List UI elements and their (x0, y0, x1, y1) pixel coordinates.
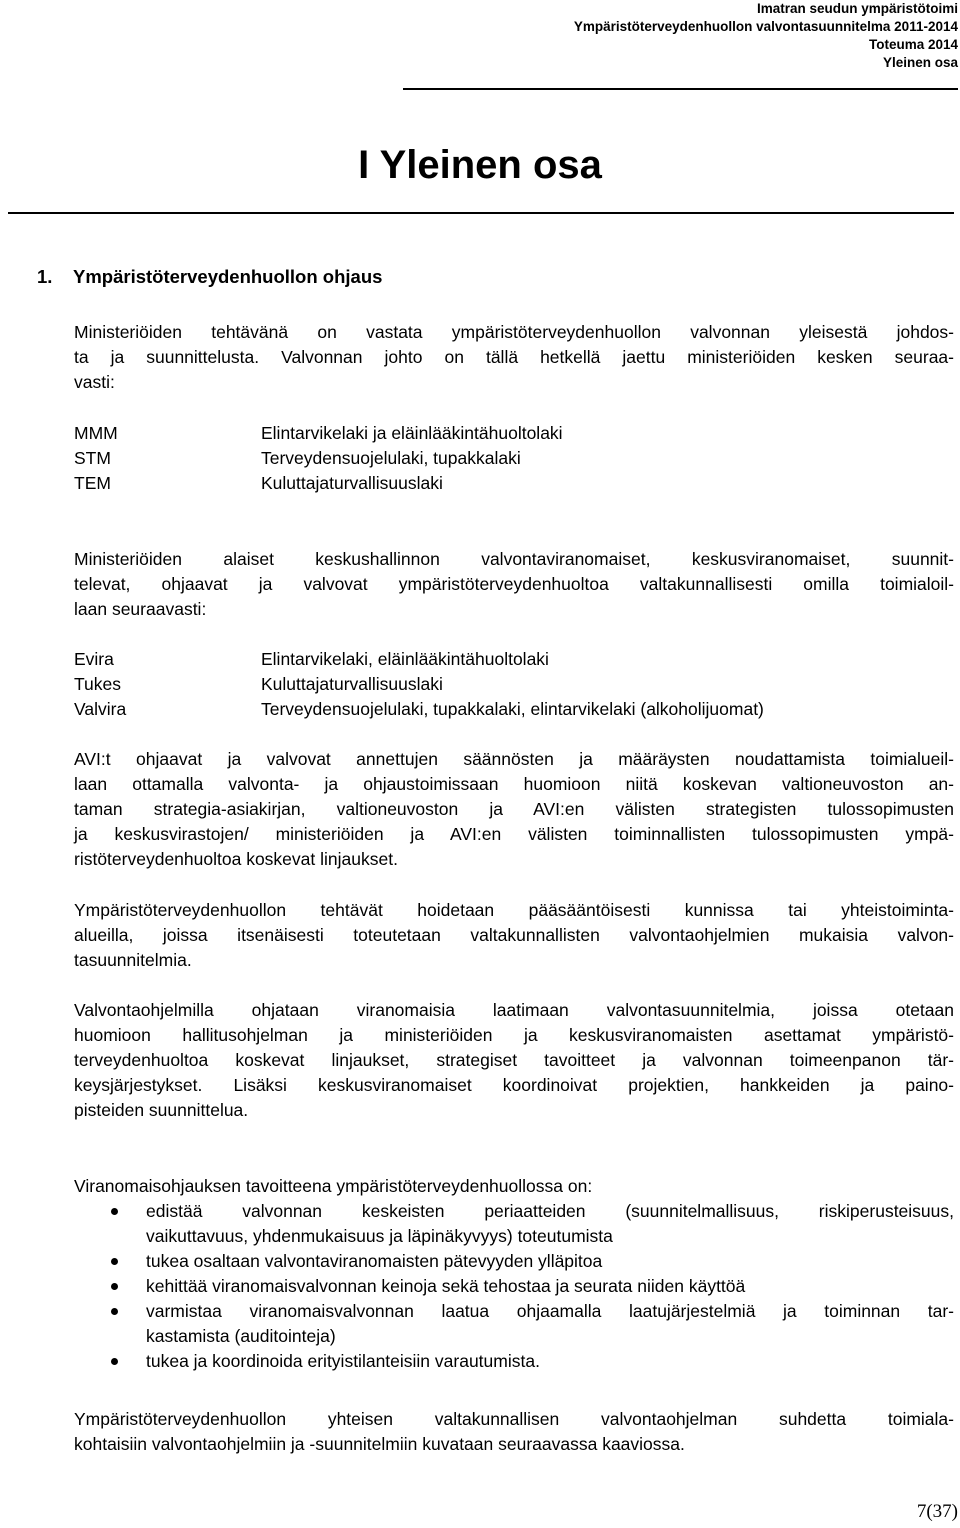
text-line: vaikuttavuus, yhdenmukaisuus ja läpinäkyvyys) toteutumista (146, 1226, 613, 1246)
text-line: laan ottamalla valvonta- ja ohjaustoimissaan huomioon niitä koskevan valtioneuvoston an- (74, 774, 954, 794)
running-header (0, 0, 960, 100)
text-line: terveydenhuoltoa koskevat linjaukset, strategiset tavoitteet ja valvonnan toimeenpanon tär- (74, 1050, 954, 1070)
section-number: 1. (37, 266, 53, 287)
list-item (74, 697, 764, 722)
list-item (74, 1199, 954, 1249)
text-line: varmistaa viranomaisvalvonnan laatua ohjaamalla laatujärjestelmiä ja toiminnan tar- (146, 1301, 954, 1321)
section-title: Ympäristöterveydenhuollon ohjaus (73, 266, 383, 287)
text-line: ta ja suunnittelusta. Valvonnan johto on tällä hetkellä jaettu ministeriöiden kesken seuraa- (74, 347, 954, 367)
text-line: keysjärjestykset. Lisäksi keskusviranomaiset koordinoivat projektien, hankkeiden ja paino- (74, 1075, 954, 1095)
ministry-abbr: TEM (74, 473, 111, 493)
text-line: laan seuraavasti: (74, 599, 207, 619)
text-line: Ministeriöiden tehtävänä on vastata ympäristöterveydenhuollon valvonnan yleisestä johdos- (74, 322, 954, 342)
paragraph-guidance-goals (74, 1174, 954, 1199)
list-item (74, 471, 563, 496)
ministry-laws: Kuluttajaturvallisuuslaki (261, 473, 443, 493)
paragraph-municipal-tasks (74, 898, 954, 973)
text-line: Ympäristöterveydenhuollon yhteisen valtakunnallisen valvontaohjelman suhdetta toimiala- (74, 1409, 954, 1429)
header-report: Toteuma 2014 (868, 37, 958, 52)
header-organization: Imatran seudun ympäristötoimi (756, 1, 958, 16)
list-item (74, 672, 764, 697)
paragraph-ministries-intro (74, 320, 954, 395)
paragraph-avi (74, 747, 954, 872)
text-line: Valvontaohjelmilla ohjataan viranomaisia laatimaan valvontasuunnitelmia, joissa otetaan (74, 1000, 954, 1020)
list-item (74, 647, 764, 672)
list-item (74, 1349, 954, 1374)
text-line: taman strategia-asiakirjan, valtioneuvoston ja AVI:en välisten strategisten tulossopimusten (74, 799, 954, 819)
agency-laws: Terveydensuojelulaki, tupakkalaki, elintarvikelaki (alkoholijuomat) (261, 699, 764, 719)
text-line: kohtaisiin valvontaohjelmiin ja -suunnitelmiin kuvataan seuraavassa kaaviossa. (74, 1434, 685, 1454)
ministries-list (74, 421, 563, 496)
text-line: edistää valvonnan keskeisten periaatteiden (suunnitelmallisuus, riskiperusteisuus, (146, 1201, 954, 1221)
agency-laws: Kuluttajaturvallisuuslaki (261, 674, 443, 694)
header-rule (403, 88, 958, 90)
text-line: Ministeriöiden alaiset keskushallinnon valvontaviranomaiset, keskusviranomaiset, suunnit- (74, 549, 954, 569)
section-heading (37, 264, 382, 290)
text-line: kehittää viranomaisvalvonnan keinoja sekä tehostaa ja seurata niiden käyttöä (146, 1276, 746, 1296)
list-item (74, 1299, 954, 1349)
text-line: kastamista (auditointeja) (146, 1326, 336, 1346)
list-item (74, 1274, 954, 1299)
text-line: tasuunnitelmia. (74, 950, 192, 970)
list-item (74, 421, 563, 446)
agencies-list (74, 647, 764, 722)
paragraph-agencies-intro (74, 547, 954, 622)
text-line: tukea osaltaan valvontaviranomaisten pätevyyden ylläpitoa (146, 1251, 603, 1271)
text-line: Viranomaisohjauksen tavoitteena ympäristöterveydenhuollossa on: (74, 1176, 593, 1196)
page-number: 7(37) (916, 1501, 958, 1522)
text-line: tukea ja koordinoida erityistilanteisiin varautumista. (146, 1351, 540, 1371)
text-line: AVI:t ohjaavat ja valvovat annettujen säännösten ja määräysten noudattamista toimialueil- (74, 749, 954, 769)
text-line: ja keskusvirastojen/ ministeriöiden ja AVI:en välisten toiminnallisten tulossopimusten ympä- (74, 824, 954, 844)
paragraph-control-programs (74, 998, 954, 1123)
header-section: Yleinen osa (882, 55, 958, 70)
ministry-laws: Elintarvikelaki ja eläinlääkintähuoltolaki (261, 423, 563, 443)
text-line: pisteiden suunnittelua. (74, 1100, 249, 1120)
text-line: vasti: (74, 372, 115, 392)
title-rule (8, 212, 954, 214)
agency-laws: Elintarvikelaki, eläinlääkintähuoltolaki (261, 649, 549, 669)
text-line: alueilla, joissa itsenäisesti toteutetaan valtakunnallisten valvontaohjelmien mukaisia valvon- (74, 925, 954, 945)
page-title: I Yleinen osa (358, 143, 602, 187)
agency-abbr: Evira (74, 649, 114, 669)
text-line: televat, ohjaavat ja valvovat ympäristöterveydenhuoltoa valtakunnallisesti omilla toimialoil- (74, 574, 954, 594)
ministry-laws: Terveydensuojelulaki, tupakkalaki (261, 448, 521, 468)
header-plan-title: Ympäristöterveydenhuollon valvontasuunnitelma 2011-2014 (573, 19, 958, 34)
paragraph-diagram-intro (74, 1407, 954, 1457)
list-item (74, 1249, 954, 1274)
text-line: huomioon hallitusohjelman ja ministeriöiden ja keskusviranomaisten asettamat ympäristö- (74, 1025, 954, 1045)
text-line: ristöterveydenhuoltoa koskevat linjaukset. (74, 849, 398, 869)
ministry-abbr: MMM (74, 423, 118, 443)
ministry-abbr: STM (74, 448, 111, 468)
text-line: Ympäristöterveydenhuollon tehtävät hoidetaan pääsääntöisesti kunnissa tai yhteistoiminta- (74, 900, 954, 920)
goals-list (74, 1199, 954, 1374)
list-item (74, 446, 563, 471)
agency-abbr: Tukes (74, 674, 122, 694)
agency-abbr: Valvira (74, 699, 127, 719)
